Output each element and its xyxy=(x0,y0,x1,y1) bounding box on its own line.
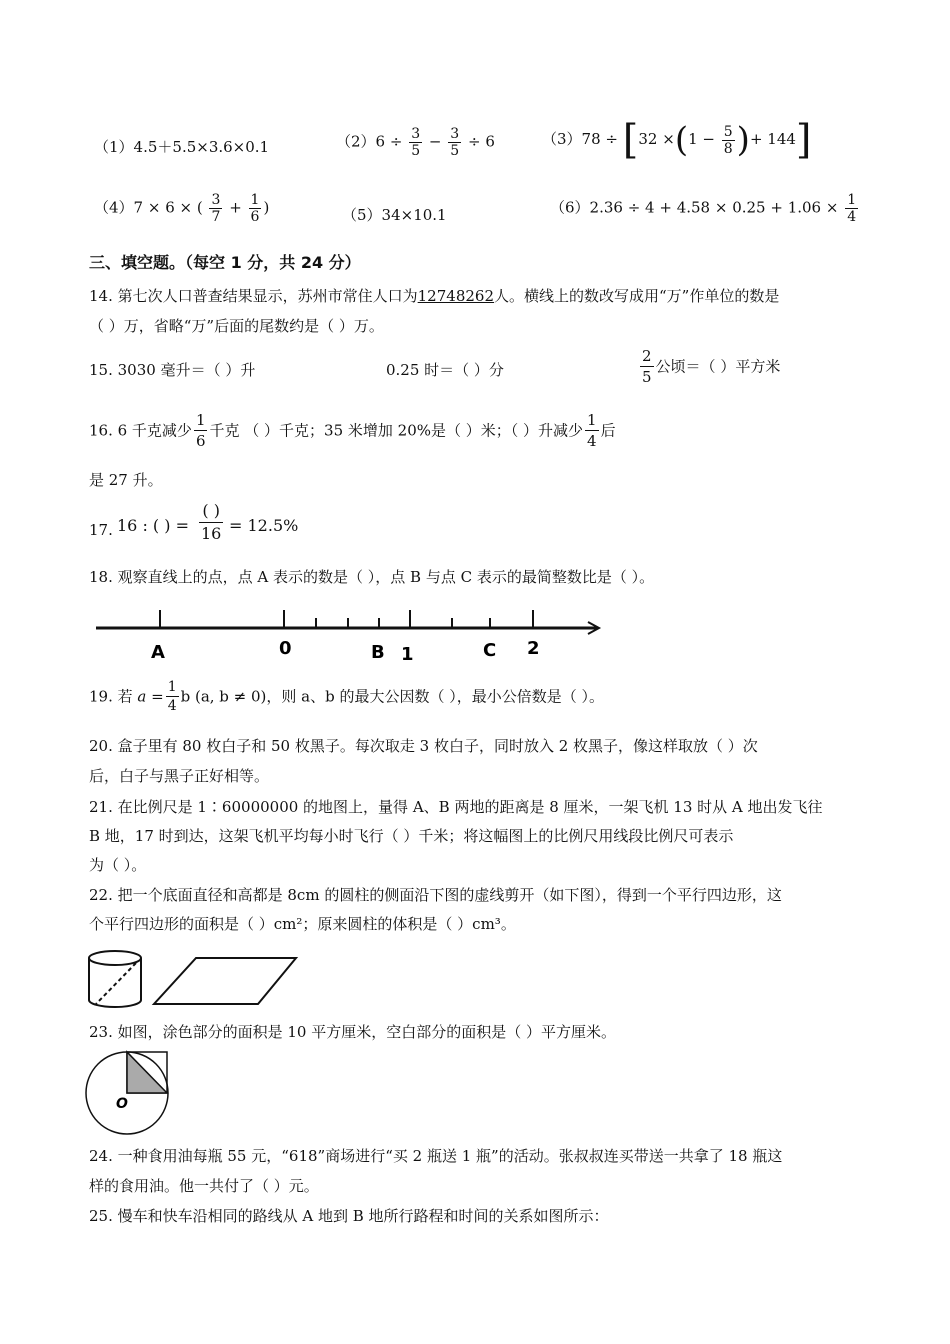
question-25: 25. 慢车和快车沿相同的路线从 A 地到 B 地所行路程和时间的关系如图所示： xyxy=(89,1207,609,1225)
question-21-line-2: B 地，17 时到达，这架飞机平均每小时飞行（ ）千米；将这幅图上的比例尺用线段比例尺可表示 xyxy=(89,827,734,845)
expression: 4.5＋5.5×3.6×0.1 xyxy=(133,138,270,156)
question-22-line-2: 个平行四边形的面积是（ ）cm²；原来圆柱的体积是（ ）cm³。 xyxy=(89,915,516,933)
text: 19. 若 xyxy=(89,687,133,706)
fraction: $\frac{1}{4}$ xyxy=(587,411,597,450)
expr-part: 7 × 6 × ( xyxy=(133,198,203,217)
expr-part: 1 − xyxy=(688,130,715,148)
question-16-line-1 xyxy=(89,410,616,454)
label-c: C xyxy=(483,640,497,661)
number-line xyxy=(92,604,606,662)
fraction: $\frac{5}{8}$ xyxy=(723,123,733,157)
problem-label: （5） xyxy=(342,206,382,224)
underlined-number: 12748262 xyxy=(417,287,494,305)
label-0: 0 xyxy=(279,638,292,659)
cut-line xyxy=(96,963,136,1004)
question-14-line-1 xyxy=(89,286,779,306)
text: 14. 第七次人口普查结果显示，苏州市常住人口为 xyxy=(89,287,418,305)
fraction: $\frac{2}{5}$ xyxy=(642,347,652,386)
text: 17. xyxy=(89,521,113,539)
calc-problem-1 xyxy=(94,136,269,157)
right-paren: ) xyxy=(736,120,750,160)
calc-problem-6 xyxy=(550,192,860,225)
fraction: $\frac{( )}{16}$ xyxy=(201,501,222,543)
section-title: 三、填空题。（每空 1 分，共 24 分） xyxy=(89,253,361,272)
label-2: 2 xyxy=(527,638,540,659)
fraction-group xyxy=(638,346,780,387)
question-20-line-2: 后，白子与黑子正好相等。 xyxy=(89,767,270,785)
problem-label: （6） xyxy=(550,198,590,217)
expr-part: − xyxy=(428,132,442,151)
problem-label: （4） xyxy=(94,198,134,217)
fraction: $\frac{3}{5}$ xyxy=(450,126,460,159)
label-a: A xyxy=(151,642,165,662)
text: 人。横线上的数改写成用“万”作单位的数是 xyxy=(494,287,780,305)
question-19 xyxy=(89,678,604,722)
expr-part: 6 ÷ xyxy=(375,132,403,151)
expr-part: + 144 xyxy=(749,130,796,148)
expr-part: 32 × xyxy=(638,130,675,148)
question-22-line-1: 22. 把一个底面直径和高都是 8cm 的圆柱的侧面沿下图的虚线剪开（如下图），得到一个平行四边形，这 xyxy=(89,886,782,904)
fraction: $\frac{1}{4}$ xyxy=(167,679,177,714)
fraction: $\frac{1}{6}$ xyxy=(250,192,260,225)
shaded-triangle xyxy=(127,1052,167,1093)
text: 16 : ( ) = xyxy=(117,516,189,535)
problem-label: （1） xyxy=(94,138,134,156)
question-16-line-2: 是 27 升。 xyxy=(89,471,163,489)
right-bracket: ] xyxy=(795,117,812,163)
calc-problem-4 xyxy=(94,192,269,225)
question-23: 23. 如图，涂色部分的面积是 10 平方厘米，空白部分的面积是（ ）平方厘米。 xyxy=(89,1023,617,1041)
fraction: $\frac{1}{4}$ xyxy=(847,192,857,225)
label-1: 1 xyxy=(401,644,414,662)
question-21-line-1: 21. 在比例尺是 1∶60000000 的地图上，量得 A、B 两地的距离是 8 厘米，一架飞机 13 时从 A 地出发飞往 xyxy=(89,798,823,816)
text: = 12.5% xyxy=(229,516,299,535)
cylinder-parallelogram-figure xyxy=(86,948,302,1010)
text: 千克 （ ）千克；35 米增加 20%是（ ）米；（ ）升减少 xyxy=(209,421,584,440)
text: b (a, b ≠ 0)，则 a、b 的最大公因数（ ），最小公倍数是（ ）。 xyxy=(180,687,605,706)
question-24-line-2: 样的食用油。他一共付了（ ）元。 xyxy=(89,1177,319,1195)
expression: 2.36 ÷ 4 + 4.58 × 0.25 + 1.06 × xyxy=(589,198,839,217)
cylinder-top xyxy=(89,951,141,965)
text: 16. 6 千克减少 xyxy=(89,421,192,440)
center-label: O xyxy=(116,1096,128,1112)
left-paren: ( xyxy=(674,120,689,160)
expr-part: ) xyxy=(263,198,270,217)
expression: 34×10.1 xyxy=(381,206,447,224)
calc-problem-3 xyxy=(542,118,812,162)
question-20-line-1: 20. 盒子里有 80 枚白子和 50 枚黑子。每次取走 3 枚白子，同时放入 2 枚黑子，像这样取放（ ）次 xyxy=(89,737,758,755)
question-18: 18. 观察直线上的点，点 A 表示的数是（ ），点 B 与点 C 表示的最简整数比是（ ）。 xyxy=(89,568,655,586)
circle-figure xyxy=(84,1050,172,1136)
expr-part: ÷ 6 xyxy=(467,132,495,151)
parallelogram xyxy=(154,958,296,1004)
math: a = xyxy=(137,687,164,706)
problem-label: （3） xyxy=(542,130,582,148)
calc-problem-5 xyxy=(342,204,447,225)
text: 公顷＝（ ）平方米 xyxy=(655,357,781,376)
text: 后 xyxy=(600,421,616,440)
label-b: B xyxy=(371,642,385,662)
calc-problem-2 xyxy=(336,126,495,159)
problem-label: （2） xyxy=(336,132,376,151)
question-14-line-2: （ ）万，省略“万”后面的尾数约是（ ）万。 xyxy=(89,317,384,335)
fraction: $\frac{3}{7}$ xyxy=(211,192,221,225)
fraction: $\frac{1}{6}$ xyxy=(195,411,206,450)
left-bracket: [ xyxy=(622,117,639,163)
expr-part: + xyxy=(229,198,242,217)
text: 0.25 时＝（ ）分 xyxy=(386,361,504,379)
question-24-line-1: 24. 一种食用油每瓶 55 元，“618”商场进行“买 2 瓶送 1 瓶”的活动。张叔叔连买带送一共拿了 18 瓶这 xyxy=(89,1147,783,1165)
expr-part: 78 ÷ xyxy=(581,130,618,148)
question-21-line-3: 为（ ）。 xyxy=(89,856,147,874)
text: 15. 3030 毫升＝（ ）升 xyxy=(89,361,256,379)
fraction: $\frac{3}{5}$ xyxy=(411,126,421,159)
